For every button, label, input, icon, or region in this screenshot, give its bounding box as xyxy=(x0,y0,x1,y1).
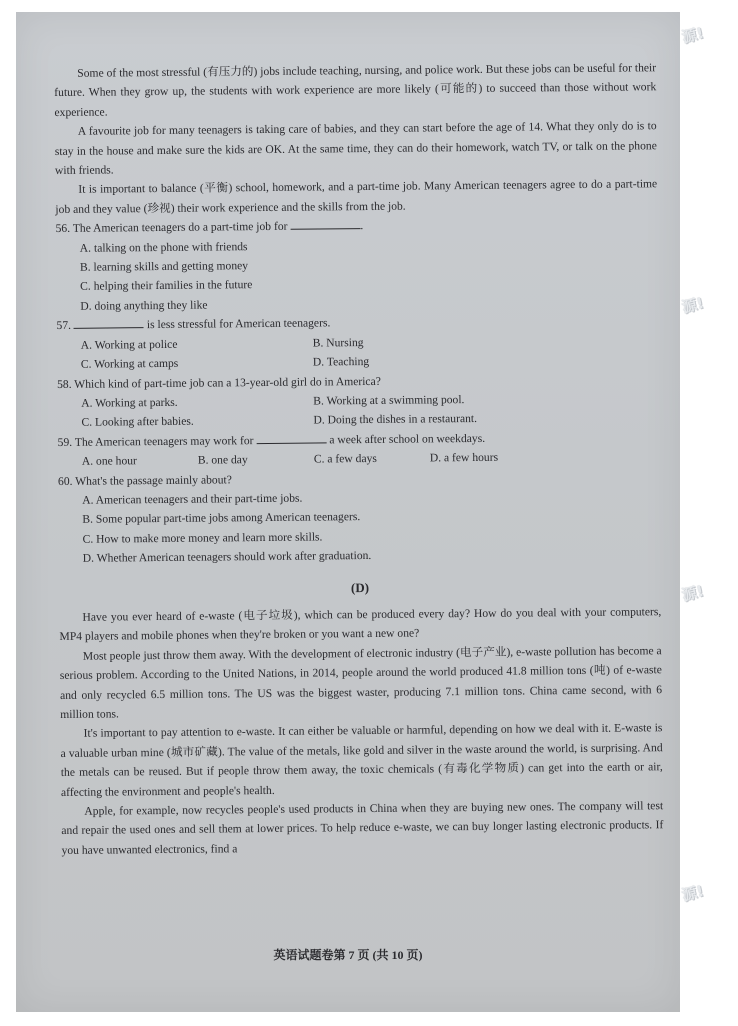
options-group xyxy=(57,330,659,375)
watermark-stamp: 源! xyxy=(679,581,706,605)
options-group xyxy=(58,485,661,568)
answer-blank xyxy=(290,216,360,230)
watermark-stamp: 源! xyxy=(679,881,706,905)
watermark-stamp: 源! xyxy=(679,293,706,317)
passage-d xyxy=(59,602,663,860)
question-item xyxy=(55,213,658,316)
page-footer: 英语试题卷第 7 页 (共 10 页) xyxy=(273,948,423,962)
section-d-title: (D) xyxy=(350,579,370,595)
question-item xyxy=(58,427,660,472)
question-text: What's the passage mainly about? xyxy=(75,472,232,488)
answer-option: B. one day xyxy=(197,453,248,467)
question-text: The American teenagers do a part-time job for xyxy=(72,219,291,236)
answer-option: D. Teaching xyxy=(312,355,370,369)
question-number: 57. xyxy=(56,319,72,333)
question-number: 56. xyxy=(55,222,71,236)
answer-option: A. talking on the phone with friends xyxy=(79,239,248,255)
options-group xyxy=(56,233,659,316)
passage-paragraph: A favourite job for many teenagers is taking care of babies, and they can start before the age of 14. What they only do is to stay in the house and make sure the kids are OK. At the same time, they can do their homework, watch TV, or talk on the phone with friends. xyxy=(54,119,657,178)
answer-option: A. Working at parks. xyxy=(81,395,178,410)
watermark-stamp: 源! xyxy=(679,23,706,47)
question-text: Which kind of part-time job can a 13-year-old girl do in America? xyxy=(74,374,381,391)
answer-blank xyxy=(256,430,326,444)
answer-option: B. Some popular part-time jobs among American teenagers. xyxy=(82,510,361,527)
question-text-after: is less stressful for American teenagers. xyxy=(143,316,331,332)
answer-option: D. Doing the dishes in a restaurant. xyxy=(313,412,478,427)
answer-option: A. American teenagers and their part-time jobs. xyxy=(82,491,303,507)
answer-option: C. Working at camps xyxy=(80,356,179,371)
answer-option: D. Whether American teenagers should work after graduation. xyxy=(82,549,372,565)
passage-paragraph: It is important to balance (平衡) school, homework, and a part-time job. Many American teenagers agree to do a part-time job and they value (珍视) their work experience and the skills from the job. xyxy=(55,177,658,216)
exam-page-photo xyxy=(16,12,680,1012)
passage-paragraph: Some of the most stressful (有压力的) jobs include teaching, nursing, and police work. But these jobs can be useful for their future. When they grow up, the students with work experience are more likely (可能的) to succeed than those without work experience. xyxy=(54,61,657,119)
passage-paragraph: Have you ever heard of e-waste (电子垃圾), which can be produced every day? How do you deal with your computers, MP4 players and mobile phones when they're broken or you want a new one? xyxy=(59,605,662,644)
page-content xyxy=(54,58,664,860)
answer-option: B. learning skills and getting money xyxy=(79,259,249,274)
options-group xyxy=(57,388,659,433)
answer-option: B. Working at a swimming pool. xyxy=(313,392,465,408)
answer-option: B. Nursing xyxy=(312,335,364,350)
answer-option: C. a few days xyxy=(313,452,377,466)
answer-option: A. Working at police xyxy=(80,337,178,352)
answer-option: A. one hour xyxy=(81,454,137,468)
answer-blank xyxy=(74,315,144,329)
question-number: 58. xyxy=(57,377,72,391)
questions-list xyxy=(55,213,660,568)
question-number: 59. xyxy=(57,435,73,449)
question-text: The American teenagers may work for xyxy=(74,433,257,449)
answer-option: D. doing anything they like xyxy=(80,298,208,313)
question-item xyxy=(58,466,661,569)
passage-c xyxy=(54,58,657,219)
answer-option: D. a few hours xyxy=(429,450,499,465)
passage-paragraph: Apple, for example, now recycles people's used products in China when they are buying new ones. The company will test and repair the used ones and sell them at lower prices. To help reduce e-waste, we can buy longer lasting electronic products. If you have unwanted electronics, find a xyxy=(61,799,664,857)
question-number: 60. xyxy=(57,474,73,488)
question-item xyxy=(56,310,659,374)
answer-option: C. Looking after babies. xyxy=(81,414,194,430)
answer-option: C. How to make more money and learn more skills. xyxy=(82,530,323,546)
question-text-after: a week after school on weekdays. xyxy=(326,431,486,447)
question-item xyxy=(57,369,660,433)
passage-paragraph: It's important to pay attention to e-waste. It can either be valuable or harmful, depending on how we deal with it. E-waste is a valuable urban mine (城市矿藏). The value of the metals, like gold and silver in the waste around the world, is surprising. And the metals can be reused. But if people throw them away, the toxic chemicals (有毒化学物质) can get into the earth or air, affecting the environment and people's health. xyxy=(60,721,663,799)
question-text-after: . xyxy=(360,219,364,233)
answer-option: C. helping their families in the future xyxy=(80,278,253,294)
passage-paragraph: Most people just throw them away. With the development of electronic industry (电子产业), e-waste pollution has become a serious problem. According to the United Nations, in 2014, people around the world produced 41.8 million tons (吨) of e-waste and only recycled 6.5 million tons. The US was the biggest waster, producing 7.1 million tons. China came second, with 6 million tons. xyxy=(59,643,663,721)
